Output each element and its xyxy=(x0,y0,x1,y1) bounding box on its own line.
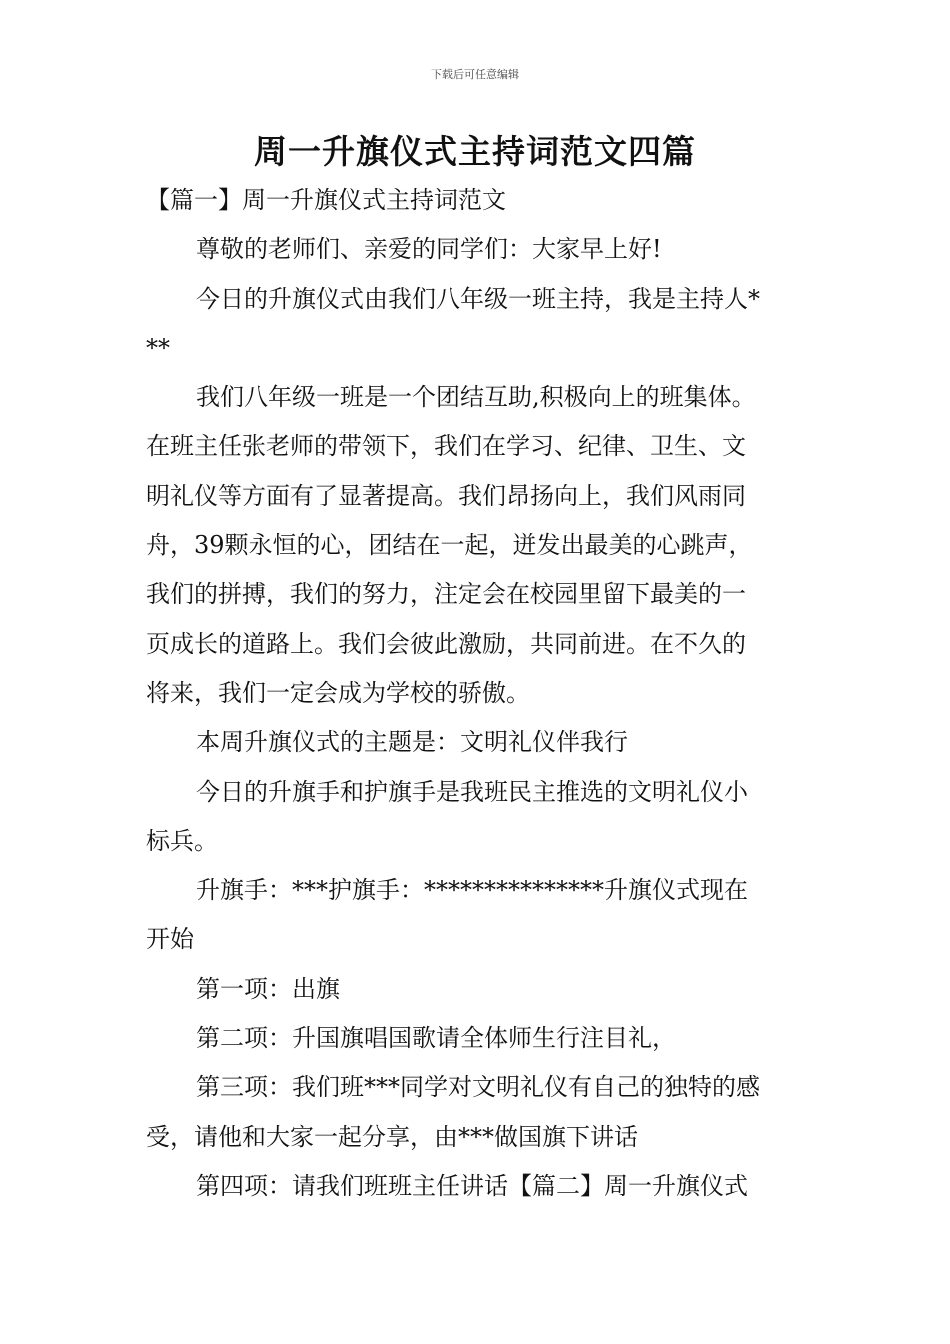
paragraph-line: 我们的拼搏，我们的努力，注定会在校园里留下最美的一 xyxy=(146,580,746,609)
paragraph-line: 第二项：升国旗唱国歌请全体师生行注目礼， xyxy=(196,1024,676,1053)
paragraph-line: 今日的升旗仪式由我们八年级一班主持，我是主持人* xyxy=(196,284,760,313)
paragraph-line: 将来，我们一定会成为学校的骄傲。 xyxy=(146,678,530,707)
header-note: 下载后可任意编辑 xyxy=(431,68,519,81)
paragraph-line: ** xyxy=(146,333,170,362)
paragraph-line: 第三项：我们班***同学对文明礼仪有自己的独特的感 xyxy=(196,1073,760,1102)
paragraph-line: 第一项：出旗 xyxy=(196,974,340,1003)
paragraph-line: 本周升旗仪式的主题是：文明礼仪伴我行 xyxy=(196,728,628,757)
paragraph-line: 舟，39颗永恒的心，团结在一起，迸发出最美的心跳声， xyxy=(146,531,753,560)
document-title: 周一升旗仪式主持词范文四篇 xyxy=(254,132,696,171)
paragraph-line: 标兵。 xyxy=(146,826,218,855)
paragraph-line: 页成长的道路上。我们会彼此激励，共同前进。在不久的 xyxy=(146,629,746,658)
paragraph-line: 开始 xyxy=(146,925,194,954)
section-heading: 【篇一】周一升旗仪式主持词范文 xyxy=(146,186,506,214)
paragraph-line: 尊敬的老师们、亲爱的同学们：大家早上好! xyxy=(196,235,662,264)
paragraph-line: 在班主任张老师的带领下，我们在学习、纪律、卫生、文 xyxy=(146,432,746,461)
paragraph-line: 受，请他和大家一起分享，由***做国旗下讲话 xyxy=(146,1122,638,1151)
paragraph-line: 我们八年级一班是一个团结互助,积极向上的班集体。 xyxy=(196,383,756,412)
paragraph-line: 明礼仪等方面有了显著提高。我们昂扬向上，我们风雨同 xyxy=(146,481,746,510)
paragraph-line: 第四项：请我们班班主任讲话【篇二】周一升旗仪式 xyxy=(196,1171,748,1200)
document-body xyxy=(146,176,810,1211)
paragraph-line: 升旗手：***护旗手：***************升旗仪式现在 xyxy=(196,876,748,905)
paragraph-line: 今日的升旗手和护旗手是我班民主推选的文明礼仪小 xyxy=(196,777,748,806)
